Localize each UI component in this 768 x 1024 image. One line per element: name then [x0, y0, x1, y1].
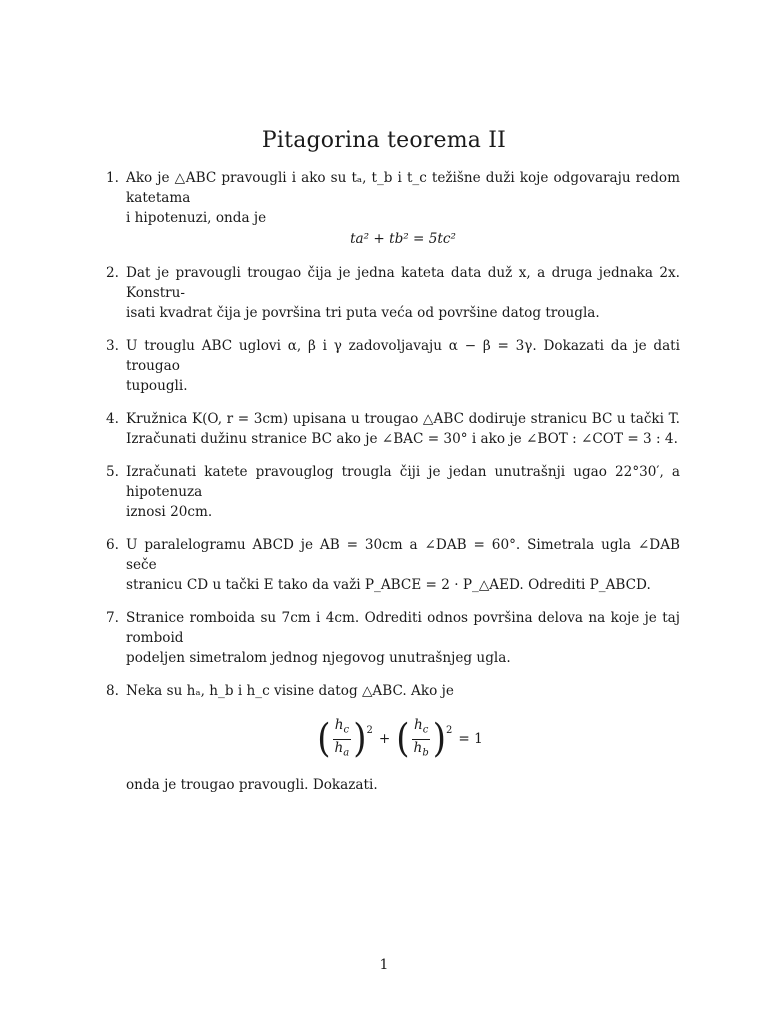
problem-text-line: i hipotenuzi, onda je	[126, 210, 267, 226]
fraction-hc-over-ha: $\frac{h_c}{h_a}$	[334, 717, 350, 759]
problem-number: 1.	[106, 170, 119, 186]
problem-7	[100, 608, 680, 668]
problem-text-line: Izračunati katete pravouglog trougla čiji je jedan unutrašnji ugao 22°30′, a hipotenuza	[126, 464, 680, 500]
plus-sign: +	[378, 731, 391, 748]
problem-text-line: Neka su hₐ, h_b i h_c visine datog △ABC. Ako je	[126, 683, 454, 699]
problem-text-line: Ako je △ABC pravougli i ako su tₐ, t_b i t_c težišne duži koje odgovaraju redom katetama	[126, 170, 680, 206]
problem-text-line: Kružnica K(O, r = 3cm) upisana u trougao △ABC dodiruje stranicu BC u tački T.	[126, 411, 680, 427]
problem-4	[100, 409, 680, 449]
problem-text-line: isati kvadrat čija je površina tri puta veća od površine datog trougla.	[126, 305, 600, 321]
problem-text-line: Stranice romboida su 7cm i 4cm. Odrediti odnos površina delova na koje je taj romboid	[126, 610, 680, 646]
problem-2	[100, 263, 680, 323]
problem-5	[100, 462, 680, 522]
left-paren: (	[317, 716, 331, 763]
problem-6	[100, 535, 680, 595]
fraction-hc-over-hb: $\frac{h_c}{h_b}$	[413, 717, 429, 759]
problem-1	[100, 168, 680, 250]
problem-list	[100, 168, 680, 808]
left-paren: (	[396, 716, 410, 763]
problem-text-line: U trouglu ABC uglovi α, β i γ zadovoljavaju α − β = 3γ. Dokazati da je dati trougao	[126, 338, 680, 374]
problem-number: 7.	[106, 610, 119, 626]
problem-number: 6.	[106, 537, 119, 553]
problem-number: 2.	[106, 265, 119, 281]
problem-text-line: stranicu CD u tački E tako da važi P_ABCE = 2 · P_△AED. Odrediti P_ABCD.	[126, 577, 651, 593]
problem-number: 8.	[106, 683, 119, 699]
problem-8	[100, 681, 680, 795]
problem-text-line: tupougli.	[126, 378, 188, 394]
right-paren: )	[432, 716, 446, 763]
problem-number: 5.	[106, 464, 119, 480]
right-paren: )	[353, 716, 367, 763]
page-number: 1	[379, 957, 389, 973]
exponent: 2	[445, 725, 453, 736]
problem-text-line: onda je trougao pravougli. Dokazati.	[126, 777, 378, 794]
problem-text-line: Izračunati dužinu stranice BC ako je ∠BAC = 30° i ako je ∠BOT : ∠COT = 3 : 4.	[126, 431, 678, 447]
document-title: Pitagorina teorema II	[261, 128, 507, 153]
problem-text-line: Dat je pravougli trougao čija je jedna kateta data duž x, a druga jednaka 2x. Konstru-	[126, 265, 680, 301]
equals-sign: = 1	[458, 731, 483, 748]
problem-number: 3.	[106, 338, 119, 354]
problem-number: 4.	[106, 411, 119, 427]
problem-text-line: podeljen simetralom jednog njegovog unutrašnjeg ugla.	[126, 650, 511, 666]
exponent: 2	[366, 725, 373, 736]
fraction-formula	[126, 717, 680, 761]
formula: ta² + tb² = 5tc²	[350, 231, 456, 247]
problem-text-line: iznosi 20cm.	[126, 504, 213, 520]
problem-3	[100, 336, 680, 396]
problem-text-line: U paralelogramu ABCD je AB = 30cm a ∠DAB = 60°. Simetrala ugla ∠DAB seče	[126, 537, 680, 573]
